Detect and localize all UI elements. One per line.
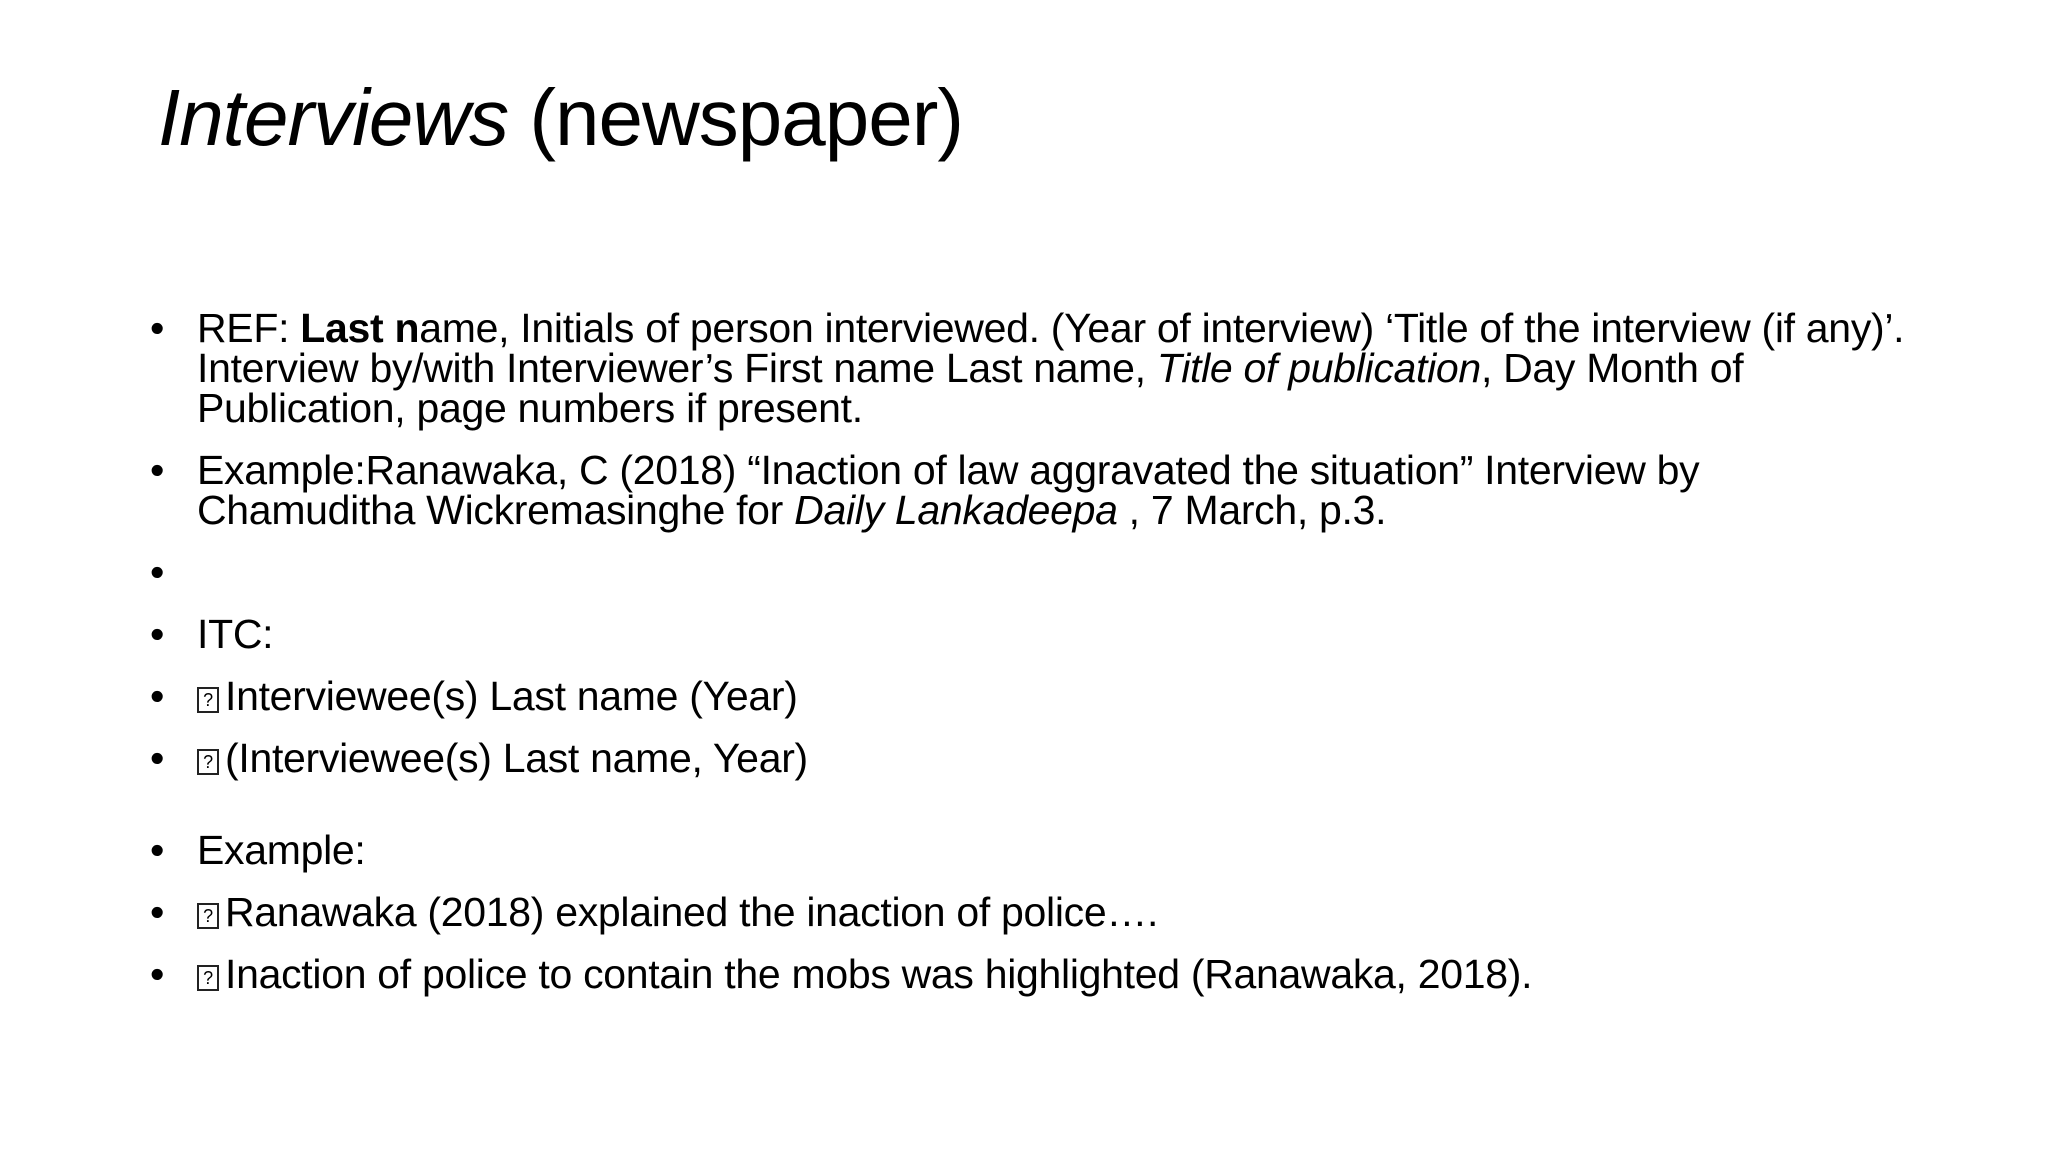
bullet-example-item [150, 951, 1910, 997]
missing-glyph-box-icon [197, 903, 219, 929]
missing-glyph-box-icon [197, 965, 219, 991]
bullet-empty [150, 552, 1910, 592]
slide-title [158, 70, 963, 166]
ref-text-1: ame, Initials of person interviewed. (Year of interview) ‘Title of the interview (if any)’. Interview by/with Interviewer’s First name Last name, [197, 305, 1905, 391]
bullet-itc-item [150, 673, 1910, 719]
missing-glyph-box-icon [197, 687, 219, 713]
example-ref-italic: Daily Lankadeepa [794, 487, 1118, 533]
slide-title-italic: Interviews [158, 73, 509, 162]
bullet-example-label [150, 827, 1910, 873]
example-item-text: Inaction of police to contain the mobs was highlighted (Ranawaka, 2018). [225, 951, 1533, 997]
slide-title-rest: (newspaper) [508, 73, 963, 162]
ref-bold: Last n [300, 305, 420, 351]
ref-text-2: , Day Month of Publication, page numbers if present. [197, 345, 1744, 431]
bullet-example-item [150, 889, 1910, 935]
bullet-ref-example [150, 447, 1910, 533]
example-label: Example: [197, 827, 366, 873]
bullet-ref-format [150, 305, 1910, 431]
ref-prefix: REF: [197, 305, 301, 351]
example-item-text: Ranawaka (2018) explained the inaction of police…. [225, 889, 1159, 935]
example-ref-text-1: Example:Ranawaka, C (2018) “Inaction of law aggravated the situation” Interview by Chamuditha Wickremasinghe for [197, 447, 1700, 533]
missing-glyph-box-icon [197, 749, 219, 775]
itc-item-text: Interviewee(s) Last name (Year) [225, 673, 798, 719]
example-ref-text-2: , 7 March, p.3. [1117, 487, 1387, 533]
bullet-list [150, 305, 1910, 1016]
bullet-itc-label [150, 611, 1910, 657]
ref-italic: Title of publication [1156, 345, 1481, 391]
bullet-itc-item [150, 735, 1910, 781]
itc-label: ITC: [197, 611, 274, 657]
itc-item-text: (Interviewee(s) Last name, Year) [225, 735, 808, 781]
